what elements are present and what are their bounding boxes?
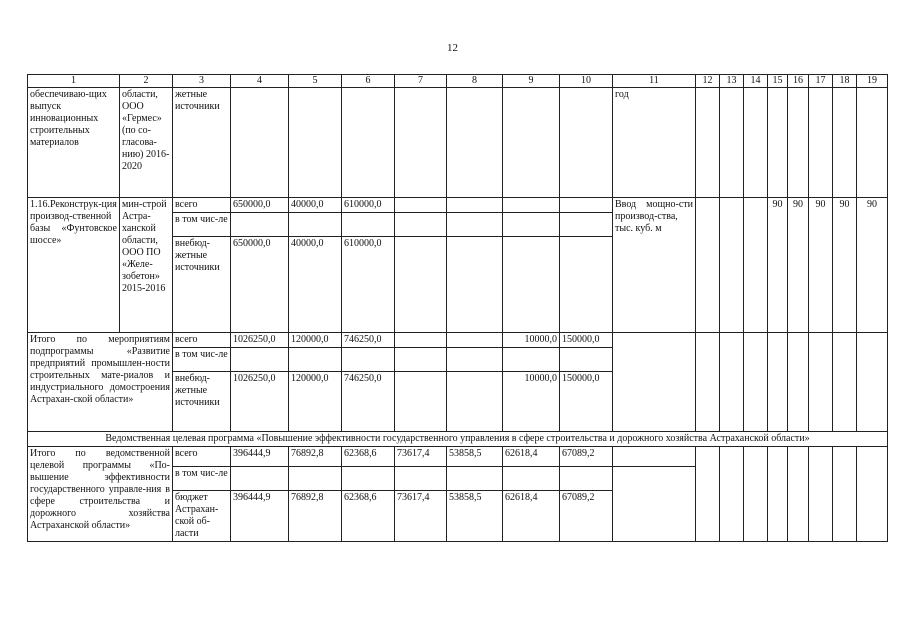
table-row bbox=[28, 333, 888, 348]
cell-empty bbox=[696, 88, 720, 198]
value-cell: 67089,2 bbox=[560, 491, 613, 542]
table-row bbox=[28, 88, 888, 198]
value-cell: 150000,0 bbox=[560, 333, 613, 348]
cell-empty bbox=[289, 88, 342, 198]
cell-empty bbox=[857, 333, 888, 432]
col-header-4: 4 bbox=[231, 75, 289, 88]
funding-source: всего bbox=[173, 447, 231, 467]
col-header-5: 5 bbox=[289, 75, 342, 88]
cell-empty bbox=[613, 333, 696, 432]
value-cell: 10000,0 bbox=[503, 333, 560, 348]
measure-name: обеспечиваю-щих выпуск инновационных строительных материалов bbox=[28, 88, 120, 198]
cell-empty bbox=[395, 237, 447, 333]
col-header-13: 13 bbox=[720, 75, 744, 88]
value-cell: 76892,8 bbox=[289, 491, 342, 542]
cell-empty bbox=[342, 348, 395, 372]
cell-empty bbox=[503, 237, 560, 333]
funding-source: внебюд-жетные источники bbox=[173, 372, 231, 432]
cell-empty bbox=[560, 237, 613, 333]
cell-empty bbox=[395, 467, 447, 491]
value-cell: 150000,0 bbox=[560, 372, 613, 432]
cell-empty bbox=[744, 447, 768, 542]
value-cell: 120000,0 bbox=[289, 372, 342, 432]
budget-table bbox=[27, 74, 888, 542]
cell-empty bbox=[503, 88, 560, 198]
executor: области, ООО «Гермес» (по со-гласова-нию) 2016-2020 bbox=[120, 88, 173, 198]
col-header-1: 1 bbox=[28, 75, 120, 88]
cell-empty bbox=[560, 198, 613, 213]
value-cell: 73617,4 bbox=[395, 491, 447, 542]
value-cell: 610000,0 bbox=[342, 237, 395, 333]
col-header-9: 9 bbox=[503, 75, 560, 88]
cell-empty bbox=[395, 348, 447, 372]
funding-source: бюджет Астрахан-ской об-ласти bbox=[173, 491, 231, 542]
value-cell: 610000,0 bbox=[342, 198, 395, 213]
value-cell: 10000,0 bbox=[503, 372, 560, 432]
value-cell: 650000,0 bbox=[231, 237, 289, 333]
funding-source: внебюд-жетные источники bbox=[173, 237, 231, 333]
table-row bbox=[28, 447, 888, 467]
page-number: 12 bbox=[447, 42, 458, 54]
value-cell: 90 bbox=[788, 198, 809, 333]
cell-empty bbox=[289, 348, 342, 372]
cell-empty bbox=[857, 447, 888, 542]
value-cell: 120000,0 bbox=[289, 333, 342, 348]
header-row bbox=[28, 75, 888, 88]
value-cell: 40000,0 bbox=[289, 237, 342, 333]
funding-source: в том чис-ле bbox=[173, 213, 231, 237]
col-header-11: 11 bbox=[613, 75, 696, 88]
cell-empty bbox=[503, 213, 560, 237]
cell-empty bbox=[744, 198, 768, 333]
value-cell: 73617,4 bbox=[395, 447, 447, 467]
col-header-7: 7 bbox=[395, 75, 447, 88]
cell-empty bbox=[768, 88, 788, 198]
cell-empty bbox=[560, 467, 613, 491]
value-cell: 62618,4 bbox=[503, 447, 560, 467]
cell-empty bbox=[744, 88, 768, 198]
cell-empty bbox=[788, 447, 809, 542]
cell-empty bbox=[395, 88, 447, 198]
cell-empty bbox=[720, 447, 744, 542]
cell-empty bbox=[342, 213, 395, 237]
value-cell: 53858,5 bbox=[447, 491, 503, 542]
value-cell: 650000,0 bbox=[231, 198, 289, 213]
cell-empty bbox=[503, 198, 560, 213]
cell-empty bbox=[503, 348, 560, 372]
value-cell: 90 bbox=[857, 198, 888, 333]
value-cell: 1026250,0 bbox=[231, 372, 289, 432]
funding-source: в том чис-ле bbox=[173, 467, 231, 491]
cell-empty bbox=[696, 333, 720, 432]
indicator: год bbox=[613, 88, 696, 198]
cell-empty bbox=[395, 198, 447, 213]
value-cell: 90 bbox=[833, 198, 857, 333]
value-cell: 62618,4 bbox=[503, 491, 560, 542]
cell-empty bbox=[289, 467, 342, 491]
col-header-8: 8 bbox=[447, 75, 503, 88]
cell-empty bbox=[231, 88, 289, 198]
value-cell: 90 bbox=[768, 198, 788, 333]
subprogram-total-name: Итого по мероприятиям подпрограммы «Развитие предприятий промышлен-ности строительных мате-риалов и индустриального домостроения Астрахан-ской области» bbox=[28, 333, 173, 432]
program-total-name: Итого по ведомственной целевой программы «По-вышение эффективности государственного управле-ния в сфере строительства и дорожного хозяйства Астраханской области» bbox=[28, 447, 173, 542]
value-cell: 76892,8 bbox=[289, 447, 342, 467]
col-header-18: 18 bbox=[833, 75, 857, 88]
cell-empty bbox=[857, 88, 888, 198]
table-row bbox=[28, 198, 888, 213]
cell-empty bbox=[613, 447, 696, 467]
col-header-19: 19 bbox=[857, 75, 888, 88]
executor: мин-строй Астра-ханской области, ООО ПО «Желе-зобетон» 2015-2016 bbox=[120, 198, 173, 333]
cell-empty bbox=[809, 333, 833, 432]
cell-empty bbox=[720, 333, 744, 432]
cell-empty bbox=[560, 213, 613, 237]
value-cell: 62368,6 bbox=[342, 447, 395, 467]
value-cell: 396444,9 bbox=[231, 447, 289, 467]
cell-empty bbox=[395, 372, 447, 432]
col-header-3: 3 bbox=[173, 75, 231, 88]
cell-empty bbox=[560, 348, 613, 372]
cell-empty bbox=[833, 88, 857, 198]
value-cell: 40000,0 bbox=[289, 198, 342, 213]
value-cell: 90 bbox=[809, 198, 833, 333]
cell-empty bbox=[788, 333, 809, 432]
value-cell: 1026250,0 bbox=[231, 333, 289, 348]
value-cell: 396444,9 bbox=[231, 491, 289, 542]
col-header-2: 2 bbox=[120, 75, 173, 88]
cell-empty bbox=[231, 213, 289, 237]
value-cell: 746250,0 bbox=[342, 372, 395, 432]
cell-empty bbox=[447, 237, 503, 333]
cell-empty bbox=[447, 88, 503, 198]
cell-empty bbox=[395, 333, 447, 348]
value-cell: 746250,0 bbox=[342, 333, 395, 348]
cell-empty bbox=[768, 333, 788, 432]
col-header-17: 17 bbox=[809, 75, 833, 88]
cell-empty bbox=[696, 198, 720, 333]
funding-source: всего bbox=[173, 333, 231, 348]
cell-empty bbox=[447, 198, 503, 213]
cell-empty bbox=[231, 348, 289, 372]
cell-empty bbox=[696, 447, 720, 542]
funding-source: жетные источники bbox=[173, 88, 231, 198]
col-header-15: 15 bbox=[768, 75, 788, 88]
value-cell: 53858,5 bbox=[447, 447, 503, 467]
cell-empty bbox=[809, 88, 833, 198]
col-header-6: 6 bbox=[342, 75, 395, 88]
cell-empty bbox=[560, 88, 613, 198]
cell-empty bbox=[809, 447, 833, 542]
cell-empty bbox=[447, 348, 503, 372]
cell-empty bbox=[833, 447, 857, 542]
cell-empty bbox=[613, 467, 696, 542]
funding-source: в том чис-ле bbox=[173, 348, 231, 372]
cell-empty bbox=[720, 88, 744, 198]
col-header-14: 14 bbox=[744, 75, 768, 88]
cell-empty bbox=[447, 333, 503, 348]
cell-empty bbox=[788, 88, 809, 198]
cell-empty bbox=[447, 372, 503, 432]
cell-empty bbox=[720, 198, 744, 333]
cell-empty bbox=[447, 213, 503, 237]
cell-empty bbox=[395, 213, 447, 237]
col-header-16: 16 bbox=[788, 75, 809, 88]
cell-empty bbox=[289, 213, 342, 237]
cell-empty bbox=[342, 467, 395, 491]
measure-name: 1.16.Реконструк-ция производ-ственной базы «Фунтовское шоссе» bbox=[28, 198, 120, 333]
indicator: Ввод мощно-сти производ-ства, тыс. куб. м bbox=[613, 198, 696, 333]
col-header-12: 12 bbox=[696, 75, 720, 88]
cell-empty bbox=[342, 88, 395, 198]
section-row bbox=[28, 432, 888, 447]
cell-empty bbox=[744, 333, 768, 432]
cell-empty bbox=[503, 467, 560, 491]
section-title: Ведомственная целевая программа «Повышение эффективности государственного управления в сфере строительства и дорожного хозяйства Астраханской области» bbox=[28, 432, 888, 447]
value-cell: 62368,6 bbox=[342, 491, 395, 542]
funding-source: всего bbox=[173, 198, 231, 213]
cell-empty bbox=[447, 467, 503, 491]
cell-empty bbox=[768, 447, 788, 542]
col-header-10: 10 bbox=[560, 75, 613, 88]
cell-empty bbox=[231, 467, 289, 491]
value-cell: 67089,2 bbox=[560, 447, 613, 467]
cell-empty bbox=[833, 333, 857, 432]
